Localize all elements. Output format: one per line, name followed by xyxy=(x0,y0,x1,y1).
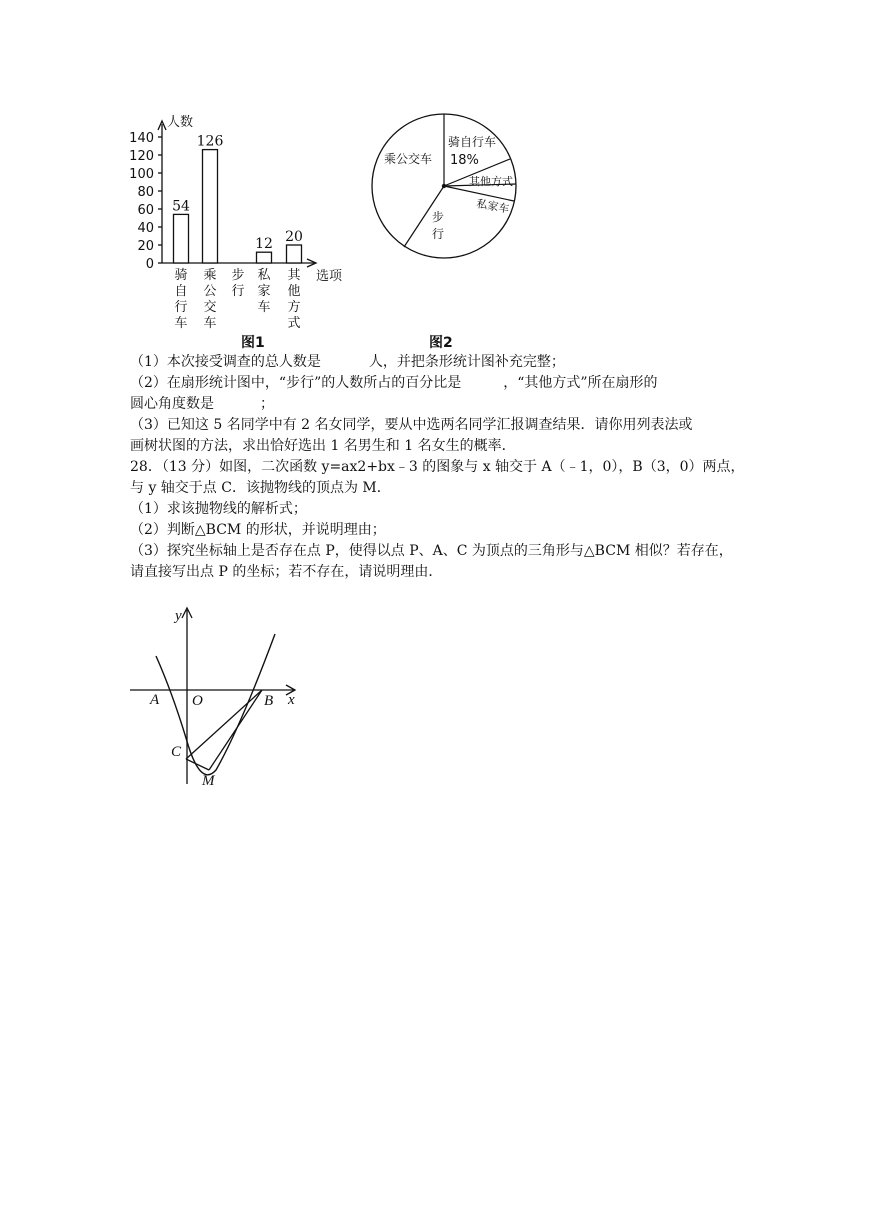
x-category-label: 其 xyxy=(287,268,301,283)
x-category-label: 他 xyxy=(287,284,301,299)
y-tick-label: 0 xyxy=(145,257,154,272)
y-tick-label: 140 xyxy=(129,131,154,146)
q2-line xyxy=(130,373,760,394)
q2-text-d: ； xyxy=(260,396,274,412)
x-category-label: 方 xyxy=(287,300,301,315)
y-tick-label: 80 xyxy=(137,185,154,200)
bar-value-label: 54 xyxy=(172,198,190,215)
bar-value-label: 126 xyxy=(196,133,224,150)
x-category-label: 行 xyxy=(231,284,245,299)
problem-28-q3: （3）探究坐标轴上是否存在点 P，使得以点 P、A、C 为顶点的三角形与△BCM 相似？若存在， xyxy=(130,543,733,559)
x-category-label: 车 xyxy=(203,316,217,331)
parabola-graph-svg xyxy=(128,604,308,788)
pie-chart xyxy=(362,108,532,348)
problem-28-q3-2: 请直接写出点 P 的坐标；若不存在，请说明理由． xyxy=(130,564,443,580)
x-category-label: 步 xyxy=(231,268,245,283)
y-tick-label: 20 xyxy=(137,239,154,254)
pie-label-other: 其他方式 xyxy=(469,175,513,188)
x-category-label: 私 xyxy=(257,268,271,283)
q2-text-b: ，“其他方式”所在扇形的 xyxy=(503,375,658,391)
q2-text-a: （2）在扇形统计图中，“步行”的人数所占的百分比是 xyxy=(130,375,462,391)
question-text xyxy=(130,352,760,583)
q1-text-a: （1）本次接受调查的总人数是 xyxy=(130,354,321,370)
bar xyxy=(257,252,272,263)
segment-cm xyxy=(186,759,209,770)
q2-line-2 xyxy=(130,394,760,415)
y-tick-label: 120 xyxy=(129,149,154,164)
label-b: B xyxy=(264,693,274,709)
figure-2-caption: 图2 xyxy=(429,335,453,351)
parabola-graph xyxy=(128,604,308,788)
y-axis-label: 人数 xyxy=(167,115,194,130)
label-c: C xyxy=(171,744,182,760)
y-tick-label: 100 xyxy=(129,167,154,182)
label-y: y xyxy=(175,608,182,624)
label-m: M xyxy=(202,773,215,788)
y-tick-label: 40 xyxy=(137,221,154,236)
problem-28-line-2: 与 y 轴交于点 C．该抛物线的顶点为 M． xyxy=(130,480,391,496)
pie-label-bike: 骑自行车 xyxy=(448,135,497,149)
q2-text-c: 圆心角度数是 xyxy=(130,396,214,412)
bar xyxy=(287,245,302,263)
q3-line-2: 画树状图的方法，求出恰好选出 1 名男生和 1 名女生的概率． xyxy=(130,438,516,454)
x-category-label: 公 xyxy=(203,284,217,299)
q3-line: （3）已知这 5 名同学中有 2 名女同学，要从中选两名同学汇报调查结果．请你用列表法或 xyxy=(130,417,693,433)
x-category-label: 家 xyxy=(257,284,271,299)
x-category-label: 骑 xyxy=(174,268,188,283)
x-category-label: 行 xyxy=(174,300,188,315)
pie-label-bus: 乘公交车 xyxy=(384,152,433,166)
problem-28-q2: （2）判断△BCM 的形状，并说明理由； xyxy=(130,522,386,538)
y-tick-label: 60 xyxy=(137,203,154,218)
x-category-label: 交 xyxy=(203,300,217,315)
x-category-label: 自 xyxy=(174,284,188,299)
bar xyxy=(174,214,189,263)
label-x: x xyxy=(288,692,295,708)
pie-label-walk-2: 行 xyxy=(432,227,445,241)
q1-text-b: 人，并把条形统计图补充完整； xyxy=(368,354,565,370)
x-category-label: 车 xyxy=(257,300,271,315)
bar-value-label: 12 xyxy=(255,236,273,253)
x-category-label: 乘 xyxy=(203,268,217,283)
label-o: O xyxy=(192,693,203,709)
label-a: A xyxy=(150,692,160,708)
problem-28-q1: （1）求该抛物线的解析式； xyxy=(130,501,307,517)
bar-value-label: 20 xyxy=(285,229,303,245)
bar-chart xyxy=(118,110,358,342)
pie-label-walk-1: 步 xyxy=(432,210,445,224)
x-axis-label: 选项 xyxy=(316,269,343,284)
pie-center xyxy=(442,184,446,188)
segment-bm xyxy=(209,690,262,770)
bar-chart-figure xyxy=(118,110,358,342)
x-category-label: 车 xyxy=(174,316,188,331)
bar xyxy=(203,150,218,263)
problem-28-line: 28．（13 分）如图，二次函数 y=ax2+bx﹣3 的图象与 x 轴交于 A（﹣1，0），B（3，0）两点， xyxy=(130,459,745,475)
pie-label-car: 私家车 xyxy=(475,197,511,216)
q1-line xyxy=(130,352,760,373)
pie-label-bike-percent: 18% xyxy=(450,153,479,168)
x-category-label: 式 xyxy=(287,316,301,331)
pie-chart-figure xyxy=(362,108,532,348)
figure-1-caption: 图1 xyxy=(241,335,265,351)
